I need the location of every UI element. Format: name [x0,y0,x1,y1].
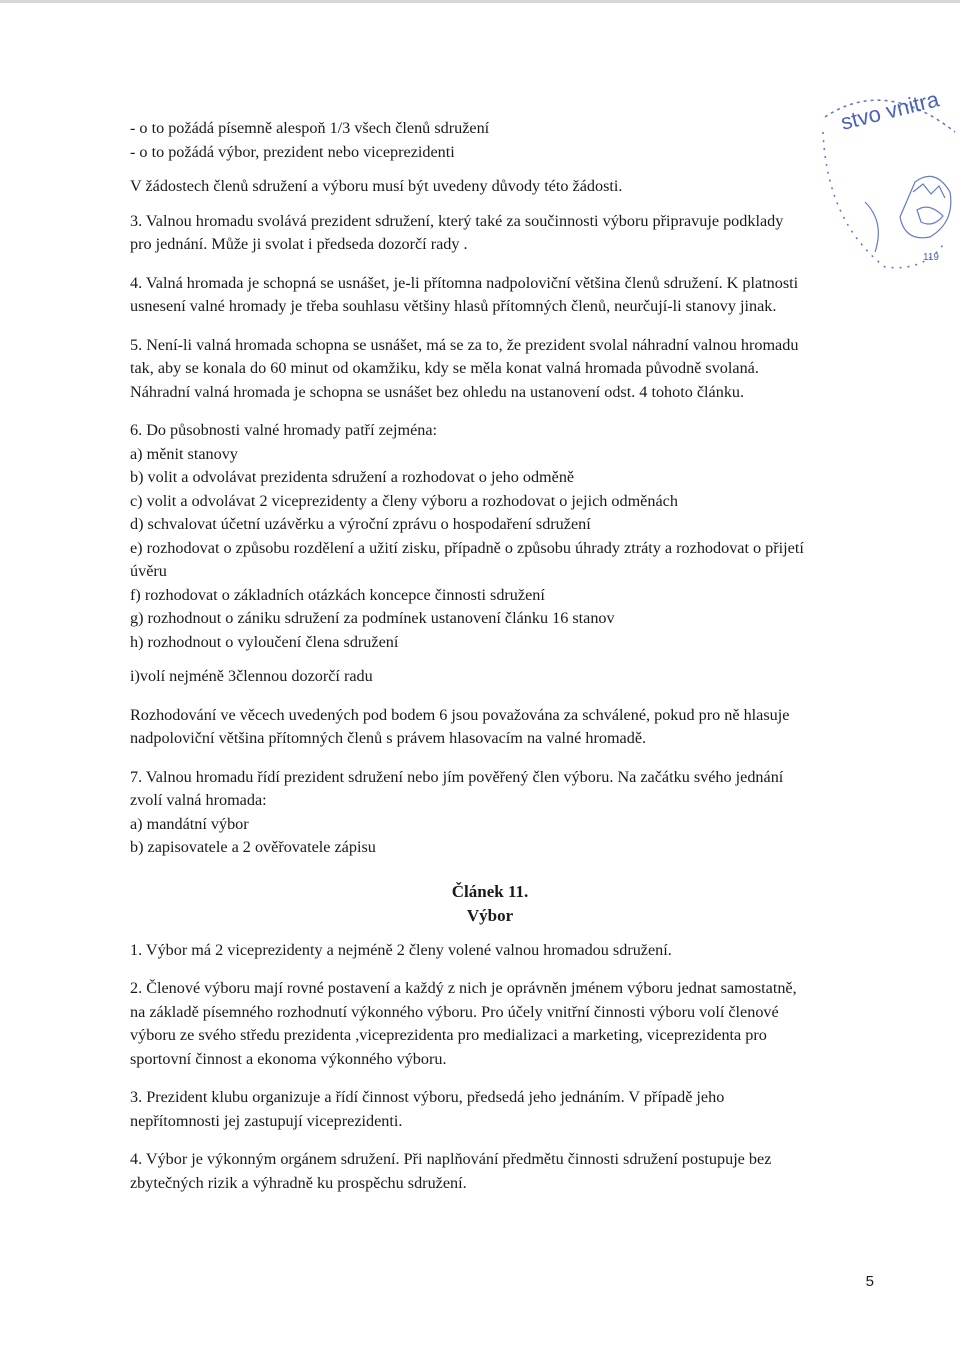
art11-p4-line-2: zbytečných rizik a výhradně ku prospěchu sdružení. [130,1173,467,1192]
para6-item-h: h) rozhodnout o vyloučení člena sdružení [130,632,399,651]
voting-line-2: nadpoloviční většina přítomných členů s právem hlasovacím na valné hromadě. [130,729,647,747]
article-subtitle: Výbor [466,905,514,925]
voting-line-1: Rozhodování ve věcech uvedených pod bodem 6 jsou považována za schválené, pokud pro ně hlasuje [130,705,790,724]
official-stamp-icon [805,72,960,302]
para7-line-2: zvolí valná hromada: [130,791,267,809]
intro-line-1: - o to požádá písemně alespoň 1/3 všech členů sdružení [130,119,490,137]
para6-item-i: i)volí nejméně 3člennou dozorčí radu [130,667,373,685]
art11-p3-line-1: 3. Prezident klubu organizuje a řídí činnost výboru, předsedá jeho jednáním. V případě jeho [130,1088,725,1106]
para3-line-2: pro jednání. Může ji svolat i předseda dozorčí rady . [130,235,468,253]
scan-top-edge [0,0,960,3]
page-number: 5 [865,1273,874,1290]
article-title: Článek 11. [451,881,529,901]
stamp-number: 119 [923,252,939,263]
para6-item-e-continued: úvěru [130,562,167,580]
para5-line-3: Náhradní valná hromada je schopna se usnášet bez ohledu na ustanovení odst. 4 tohoto článku. [130,382,745,401]
intro-line-2: - o to požádá výbor, prezident nebo viceprezidenti [130,142,455,161]
para6-heading: 6. Do působnosti valné hromady patří zejména: [130,421,438,439]
intro-line-3: V žádostech členů sdružení a výboru musí být uvedeny důvody této žádosti. [130,177,623,195]
art11-p2-line-1: 2. Členové výboru mají rovné postavení a každý z nich je oprávněn jménem výboru jednat samostatně, [130,979,797,997]
art11-p1: 1. Výbor má 2 viceprezidenty a nejméně 2 členy volené valnou hromadou sdružení. [130,940,672,959]
para7-line-1: 7. Valnou hromadu řídí prezident sdružení nebo jím pověřený člen výboru. Na začátku svého jednání [130,767,784,786]
art11-p2-line-3: výboru ze svého středu prezidenta ,viceprezidenta pro medializaci a marketing, viceprezidenta pro [130,1026,767,1044]
art11-p3-line-2: nepřítomnosti jej zastupují viceprezidenti. [130,1111,403,1130]
para4-line-2: usnesení valné hromady je třeba souhlasu většiny hlasů přítomných členů, neurčují-li stanovy jinak. [130,297,777,315]
art11-p4-line-1: 4. Výbor je výkonným orgánem sdružení. Při naplňování předmětu činnosti sdružení postupuje bez [130,1150,772,1168]
para6-item-f: f) rozhodovat o základních otázkách koncepce činnosti sdružení [130,585,545,604]
document-page [130,117,850,1195]
para5-line-2: tak, aby se konala do 60 minut od okamžiku, kdy se měla konat valná hromada původně svolaná. [130,359,759,377]
para4-line-1: 4. Valná hromada je schopná se usnášet, je-li přítomna nadpoloviční většina členů sdružení. K platnosti [130,273,799,292]
para7-line-4: b) zapisovatele a 2 ověřovatele zápisu [130,838,376,856]
para6-item-d: d) schvalovat účetní uzávěrku a výroční zprávu o hospodaření sdružení [130,515,591,533]
para6-item-a: a) měnit stanovy [130,444,238,463]
art11-p2-line-4: sportovní činnost a ekonoma výkonného výboru. [130,1049,447,1068]
para6-item-c: c) volit a odvolávat 2 viceprezidenty a členy výboru a rozhodovat o jejich odměnách [130,491,678,510]
para6-item-e: e) rozhodovat o způsobu rozdělení a užití zisku, případně o způsobu úhrady ztráty a rozhodovat o přijetí [130,538,804,557]
art11-p2-line-2: na základě písemného rozhodnutí výkonného výboru. Pro účely vnitřní činnosti výboru volí členové [130,1002,779,1021]
para5-line-1: 5. Není-li valná hromada schopna se usnášet, má se za to, že prezident svolal náhradní valnou hromadu [130,335,799,354]
para3-line-1: 3. Valnou hromadu svolává prezident sdružení, který také za součinnosti výboru připravuje podklady [130,211,784,230]
para7-line-3: a) mandátní výbor [130,814,249,833]
para6-item-b: b) volit a odvolávat prezidenta sdružení a rozhodovat o jeho odměně [130,468,575,486]
para6-item-g: g) rozhodnout o zániku sdružení za podmínek ustanovení článku 16 stanov [130,609,615,627]
stamp-text: stvo vnitra [838,86,942,135]
